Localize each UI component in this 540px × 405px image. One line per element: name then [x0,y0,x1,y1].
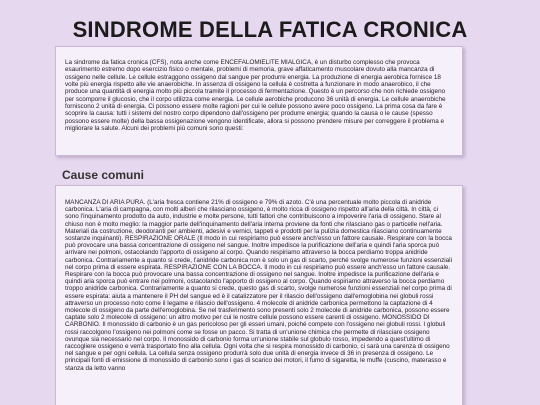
intro-box [55,46,463,156]
causes-paragraph: MANCANZA DI ARIA PURA. (L'aria fresca contiene 21% di ossigeno e 79% di azoto. C'è una percentuale molto piccola di anidride carbonica. L'aria di campagna, con molti alberi che rilasciano ossigeno, è molto ricca di ossigeno rispetto all'aria della città. In città, ci sono l'inquinamento prodotto da auto, industrie e molte persone, tutti fattori che contribuiscono a impoverire l'aria di ossigeno. Stare al chiuso non è molto meglio: la maggior parte dell'inquinamento dell'aria interna proviene da fonti che rilasciano gas o particelle nell'aria. Materiali da costruzione, deodoranti per ambienti, adesivi e vernici, tappeti e prodotti per la pulizia domestica rilasciano continuamente sostanze inquinanti). RESPIRAZIONE ORALE (Il modo in cui respiriamo può essere anch'esso un fattore causale. Respirare con la bocca può provocare una bassa concentrazione di ossigeno nel sangue. Inoltre impedisce la purificazione dell'aria e quindi l'aria sporca può arrivare nei polmoni, ostacolando l'apporto di ossigeno al corpo. Quando respiriamo attraverso la bocca perdiamo troppa anidride carbonica. Contrariamente a quanto si crede, l'anidride carbonica non è solo un gas di scarto, perché svolge numerose funzioni essenziali nel corpo prima di essere espirata. RESPIRAZIONE CON LA BOCCA. Il modo in cui respiriamo può essere anch'esso un fattore causale. Respirare con la bocca può provocare una bassa concentrazione di ossigeno nel sangue. Inoltre impedisce la purificazione dell'aria e quindi aria sporca può entrare nei polmoni, ostacolando l'apporto di ossigeno al corpo. Quando espiriamo attraverso la bocca perdiamo troppo anidride carbonica. Contrariamente a quanto si crede, questo gas di scarto, svolge numerose funzioni essenziali nel corpo prima di essere espirata: aiuta a mantenere il PH del sangue ed è il catalizzatore per il rilascio dell'ossigeno dall'emoglobina nei globuli rossi attraverso un processo noto come il legame e rilascio dell'ossigeno. 4 molecole di anidride carbonica permettono la captazione di 4 molecole di ossigeno da parte dell'emoglobina. Se nel trasferimento sono presenti solo 2 molecole di anidride carbonica, possono essere captate solo 2 molecole di ossigeno: un altro motivo per cui le nostre cellule possono essere carenti di ossigeno. MONOSSIDO DI CARBONIO. Il monossido di carbonio è un gas pericoloso per gli esseri umani, poiché compete con l'ossigeno nei globuli rossi. I globuli rossi raccolgono l'ossigeno nei polmoni come se fosse un pacco. Si tratta di un'unione chimica che permette di rilasciare ossigeno ovunque sia necessario nel corpo. Il monossido di carbonio forma un'unione stabile sul globulo rosso, impedendo a quest'ultimo di raccogliere ossigeno e verrà trasportato fino alla cellula. Ogni volta che si respira monossido di carbonio, ci sarà una carenza di ossigeno nel sangue e per ogni cellula. La cellula senza ossigeno produrrà solo due unità di energia invece di 36 in presenza di ossigeno. Le principali fonti di emissione di monossido di carbonio sono i gas di scarico dei motori, il fumo di sigaretta, le muffe (cuscino, materasso e stanza da letto vanno [65,199,452,372]
intro-paragraph: La sindrome da fatica cronica (CFS), nota anche come ENCEFALOMIELITE MIALGICA, è un disturbo complesso che provoca esaurimento estremo dopo esercizio fisico o mentale, problemi di memoria, grave affaticamento muscolare dovuto alla mancanza di ossigeno nelle cellule. Le cellule estraggono ossigeno dal sangue per produrre energia. La produzione di energia aerobica fornisce 18 volte più energia rispetto alle vie anaerobiche. In assenza di ossigeno la cellula è costretta a funzionare in modo anaerobico, il che produce una quantità di energia molto più piccola tramite il processo di fermentazione. Questo è un percorso che non richiede ossigeno per scomporre il glucosio, che il corpo utilizza come energia. Le cellule aerobiche producono 36 unità di energia. Le cellule anaerobiche forniscono 2 unità di energia. Ci possono essere molte ragioni per cui le cellule possono avere poco ossigeno. La prima cosa da fare è scoprire la causa: tutti i sistemi del nostro corpo dipendono dall'ossigeno per produrre energia; quando la causa o le cause (spesso possono essere molte) della bassa ossigenazione vengono identificate, allora si possono prendere misure per correggere il problema e migliorare la salute. Alcuni dei problemi più comuni sono questi: [65,59,446,133]
page-title: SINDROME DELLA FATICA CRONICA [72,17,468,42]
causes-box [55,185,463,405]
section-heading-causes: Cause comuni [62,168,145,182]
